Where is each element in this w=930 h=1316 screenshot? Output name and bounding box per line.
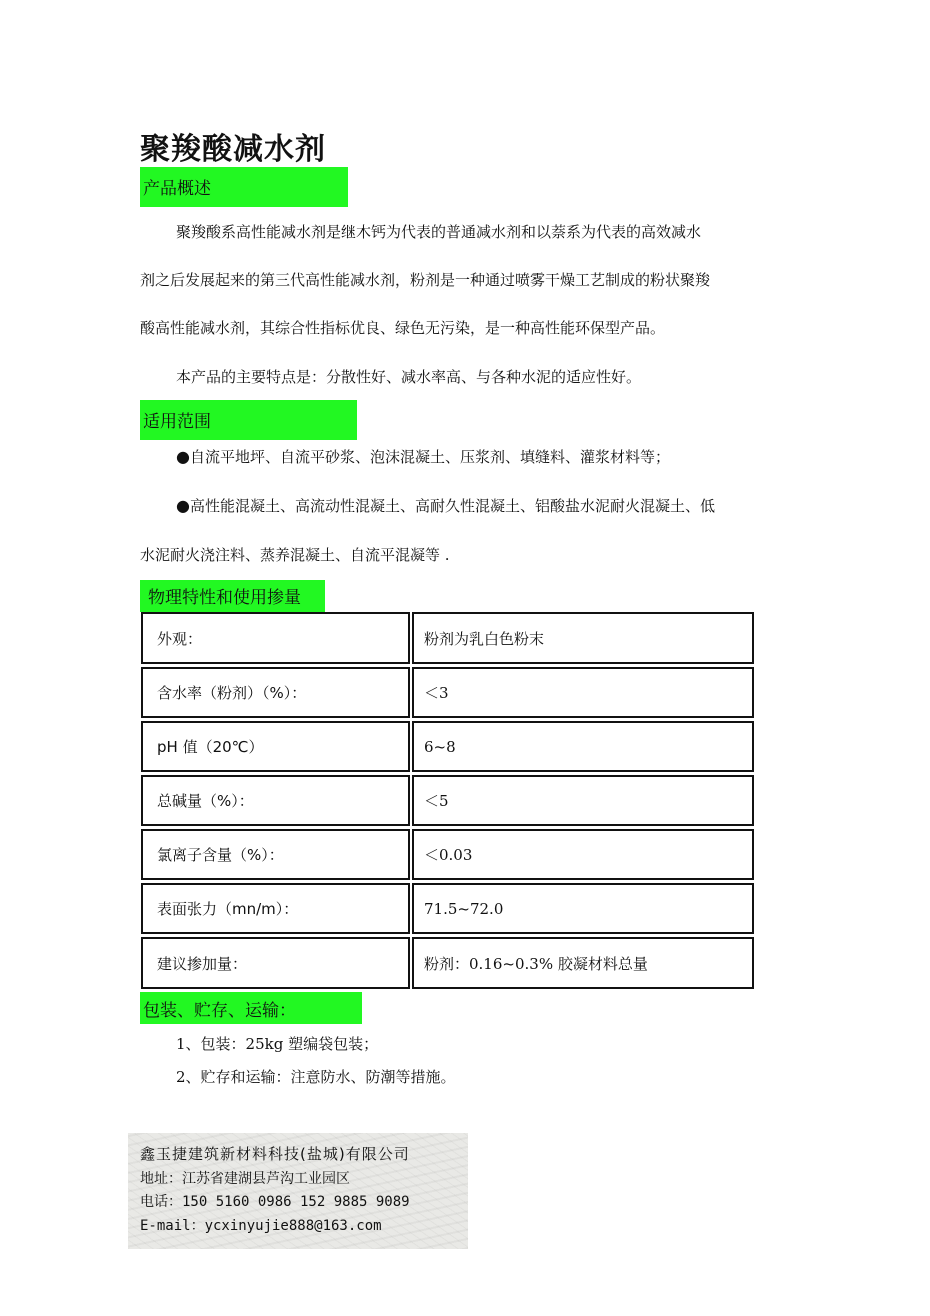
company-name: 鑫玉捷建筑新材料科技(盐城)有限公司 [140, 1145, 410, 1163]
scope-item-text: 高性能混凝土、高流动性混凝土、高耐久性混凝土、铝酸盐水泥耐火混凝土、低 [189, 497, 715, 515]
table-cell-label: 建议掺加量： [141, 937, 410, 989]
table-cell-value: 粉剂：0.16~0.3% 胶凝材料总量 [412, 937, 754, 989]
section-heading-overview: 产品概述 [140, 167, 348, 207]
section-heading-packaging: 包装、贮存、运输： [140, 992, 362, 1024]
bullet-icon: ● [176, 496, 190, 515]
table-cell-value: 粉剂为乳白色粉末 [412, 612, 754, 664]
storage-list-item: 2、贮存和运输：注意防水、防潮等措施。 [176, 1068, 456, 1086]
table-cell-value: ＜5 [412, 775, 754, 826]
table-cell-label: 表面张力（mn/m）： [141, 883, 410, 934]
overview-paragraph-line: 酸高性能减水剂，其综合性指标优良、绿色无污染，是一种高性能环保型产品。 [140, 319, 666, 337]
table-cell-label: 外观： [141, 612, 410, 664]
company-email: E-mail：ycxinyujie888@163.com [140, 1218, 382, 1234]
bullet-icon: ● [176, 447, 190, 466]
table-cell-value: 71.5~72.0 [412, 883, 754, 934]
overview-features-line: 本产品的主要特点是：分散性好、减水率高、与各种水泥的适应性好。 [176, 368, 642, 386]
company-phone: 电话：150 5160 0986 152 9885 9089 [140, 1194, 410, 1210]
company-address: 地址：江苏省建湖县芦沟工业园区 [140, 1171, 350, 1187]
scope-list-item [176, 496, 715, 516]
table-cell-value: ＜3 [412, 667, 754, 718]
table-cell-value: 6~8 [412, 721, 754, 772]
table-cell-label: 含水率（粉剂）（%）： [141, 667, 410, 718]
scope-list-item [176, 447, 670, 467]
section-heading-scope: 适用范围 [140, 400, 357, 440]
overview-paragraph-line: 聚羧酸系高性能减水剂是继木钙为代表的普通减水剂和以萘系为代表的高效减水 [176, 223, 702, 241]
table-cell-value: ＜0.03 [412, 829, 754, 880]
table-cell-label: pH 值（20℃） [141, 721, 410, 772]
packaging-list-item: 1、包装：25kg 塑编袋包装； [176, 1035, 379, 1053]
scope-item-text: 自流平地坪、自流平砂浆、泡沫混凝土、压浆剂、填缝料、灌浆材料等； [189, 448, 670, 466]
contact-card [128, 1133, 468, 1249]
table-cell-label: 总碱量（%）： [141, 775, 410, 826]
overview-paragraph-line: 剂之后发展起来的第三代高性能减水剂，粉剂是一种通过喷雾干燥工艺制成的粉状聚羧 [140, 271, 711, 289]
table-cell-label: 氯离子含量（%）： [141, 829, 410, 880]
page-title: 聚羧酸减水剂 [140, 132, 326, 167]
scope-item-continuation: 水泥耐火浇注料、蒸养混凝土、自流平混凝等 . [140, 546, 450, 564]
section-heading-properties: 物理特性和使用掺量 [140, 580, 325, 612]
